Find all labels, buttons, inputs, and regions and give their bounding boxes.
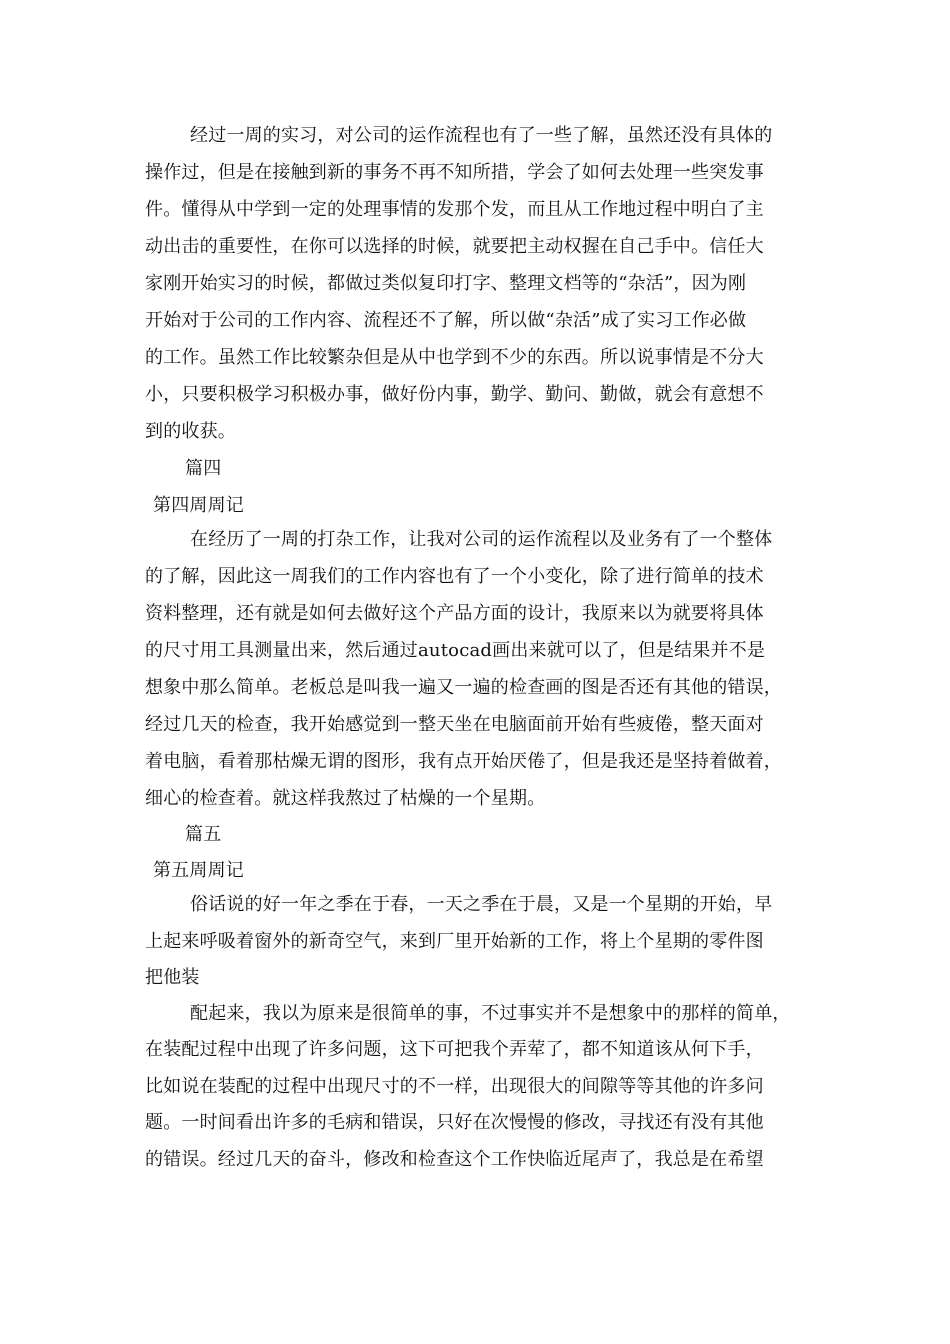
paragraph-line: 开始对于公司的工作内容、流程还不了解，所以做“杂活”成了实习工作必做 (145, 310, 747, 331)
paragraph-line: 配起来，我以为原来是很简单的事，不过事实并不是想象中的那样的简单， (190, 1003, 791, 1024)
paragraph-line: 到的收获。 (145, 421, 236, 442)
paragraph-line: 动出击的重要性，在你可以选择的时候，就要把主动权握在自己手中。信任大 (145, 236, 764, 257)
paragraph-line: 想象中那么简单。老板总是叫我一遍又一遍的检查画的图是否还有其他的错误， (145, 677, 782, 698)
paragraph-line: 件。懂得从中学到一定的处理事情的发那个发，而且从工作地过程中明白了主 (145, 199, 764, 220)
paragraph-line: 细心的检查着。就这样我熬过了枯燥的一个星期。 (145, 788, 546, 809)
paragraph-line: 在装配过程中出现了许多问题，这下可把我个弄荤了，都不知道该从何下手， (145, 1039, 764, 1060)
section-subtitle: 第四周周记 (153, 495, 244, 516)
paragraph-line: 的了解，因此这一周我们的工作内容也有了一个小变化，除了进行简单的技术 (145, 566, 764, 587)
paragraph-line: 操作过，但是在接触到新的事务不再不知所措，学会了如何去处理一些突发事 (145, 162, 764, 183)
paragraph-line: 的错误。经过几天的奋斗，修改和检查这个工作快临近尾声了，我总是在希望 (145, 1149, 764, 1170)
paragraph-line: 的工作。虽然工作比较繁杂但是从中也学到不少的东西。所以说事情是不分大 (145, 347, 764, 368)
paragraph-line: 资料整理，还有就是如何去做好这个产品方面的设计，我原来以为就要将具体 (145, 603, 764, 624)
paragraph-line: 家刚开始实习的时候，都做过类似复印打字、整理文档等的“杂活”，因为刚 (145, 273, 747, 294)
paragraph-line: 上起来呼吸着窗外的新奇空气，来到厂里开始新的工作，将上个星期的零件图 (145, 931, 764, 952)
section-subtitle: 第五周周记 (153, 860, 244, 881)
paragraph-line: 的尺寸用工具测量出来，然后通过autocad画出来就可以了，但是结果并不是 (145, 640, 766, 661)
paragraph-line: 着电脑，看着那枯燥无谓的图形，我有点开始厌倦了，但是我还是坚持着做着， (145, 751, 782, 772)
paragraph-line: 题。一时间看出许多的毛病和错误，只好在次慢慢的修改，寻找还有没有其他 (145, 1112, 764, 1133)
section-heading: 篇五 (185, 824, 222, 845)
paragraph-line: 经过几天的检查，我开始感觉到一整天坐在电脑面前开始有些疲倦，整天面对 (145, 714, 764, 735)
paragraph-line: 经过一周的实习，对公司的运作流程也有了一些了解，虽然还没有具体的 (190, 125, 773, 146)
paragraph-line: 在经历了一周的打杂工作，让我对公司的运作流程以及业务有了一个整体 (190, 529, 773, 550)
section-heading: 篇四 (185, 458, 222, 479)
paragraph-line: 俗话说的好一年之季在于春，一天之季在于晨，又是一个星期的开始，早 (190, 894, 773, 915)
paragraph-line: 小，只要积极学习积极办事，做好份内事，勤学、勤问、勤做，就会有意想不 (145, 384, 764, 405)
paragraph-line: 比如说在装配的过程中出现尺寸的不一样，出现很大的间隙等等其他的许多问 (145, 1076, 764, 1097)
paragraph-line: 把他装 (145, 967, 200, 988)
